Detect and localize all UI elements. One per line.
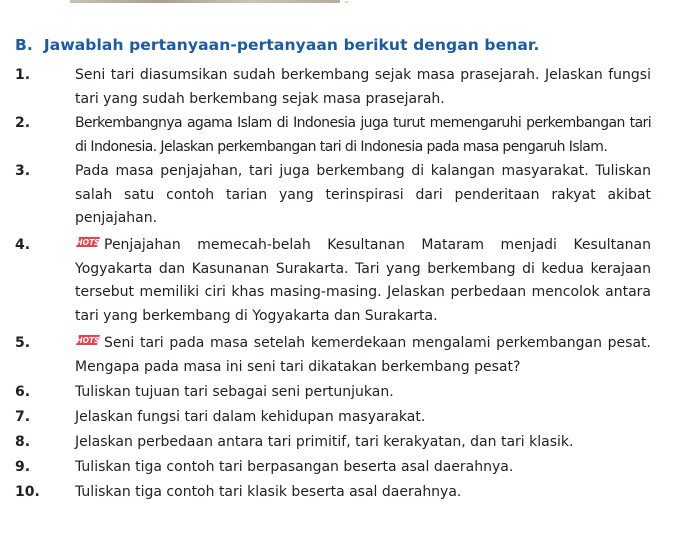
question-item	[15, 456, 651, 480]
question-item	[15, 381, 651, 405]
question-item	[15, 160, 651, 231]
question-number: 5.	[15, 335, 31, 351]
question-number: 4.	[15, 237, 31, 253]
question-item	[15, 112, 651, 159]
question-number: 6.	[15, 384, 31, 400]
question-number: 10.	[15, 484, 40, 500]
question-text: Seni tari diasumsikan sudah berkembang sejak masa prasejarah. Jelaskan fungsi tari yang sudah berkembang sejak masa prasejarah.	[75, 67, 651, 107]
question-text: Berkembangnya agama Islam di Indonesia juga turut memengaruhi perkembangan tari di Indonesia. Jelaskan perkembangan tari di Indonesia pada masa pengaruh Islam.	[75, 115, 651, 155]
question-number: 8.	[15, 434, 31, 450]
question-text: Pada masa penjajahan, tari juga berkembang di kalangan masyarakat. Tuliskan salah satu contoh tarian yang terinspirasi dari penderitaan rakyat akibat penjajahan.	[75, 163, 651, 226]
question-number: 1.	[15, 67, 31, 83]
hots-badge-icon	[75, 334, 101, 346]
hots-badge-label: HOTS	[76, 238, 100, 247]
question-text: Penjajahan memecah-belah Kesultanan Mataram menjadi Kesultanan Yogyakarta dan Kasunanan Surakarta. Tari yang berkembang di kedua kerajaan tersebut memiliki ciri khas masing-masing. Jelaskan perbedaan mencolok antara tari yang berkembang di Yogyakarta dan Surakarta.	[75, 237, 651, 324]
question-number: 3.	[15, 163, 31, 179]
question-text: Tuliskan tujuan tari sebagai seni pertunjukan.	[75, 384, 394, 400]
question-text: Tuliskan tiga contoh tari berpasangan beserta asal daerahnya.	[75, 459, 514, 475]
question-item	[15, 406, 651, 430]
question-number: 7.	[15, 409, 31, 425]
section-label: B.	[15, 36, 33, 54]
top-image-strip	[70, 0, 340, 3]
top-mark: ~	[344, 0, 350, 6]
question-item	[15, 431, 651, 455]
section-heading	[15, 36, 539, 54]
hots-badge-label: HOTS	[76, 336, 100, 345]
question-item	[15, 332, 651, 379]
question-text: Jelaskan perbedaan antara tari primitif, tari kerakyatan, dan tari klasik.	[75, 434, 574, 450]
question-item	[15, 481, 651, 505]
hots-badge-icon	[75, 236, 101, 248]
question-number: 2.	[15, 115, 31, 131]
section-title-text: Jawablah pertanyaan-pertanyaan berikut dengan benar.	[43, 36, 540, 54]
question-item	[15, 64, 651, 111]
question-item	[15, 234, 651, 328]
question-text: Seni tari pada masa setelah kemerdekaan mengalami perkembangan pesat. Mengapa pada masa ini seni tari dikatakan berkembang pesat?	[75, 335, 651, 375]
question-text: Tuliskan tiga contoh tari klasik beserta asal daerahnya.	[75, 484, 462, 500]
question-text: Jelaskan fungsi tari dalam kehidupan masyarakat.	[75, 409, 426, 425]
question-number: 9.	[15, 459, 31, 475]
